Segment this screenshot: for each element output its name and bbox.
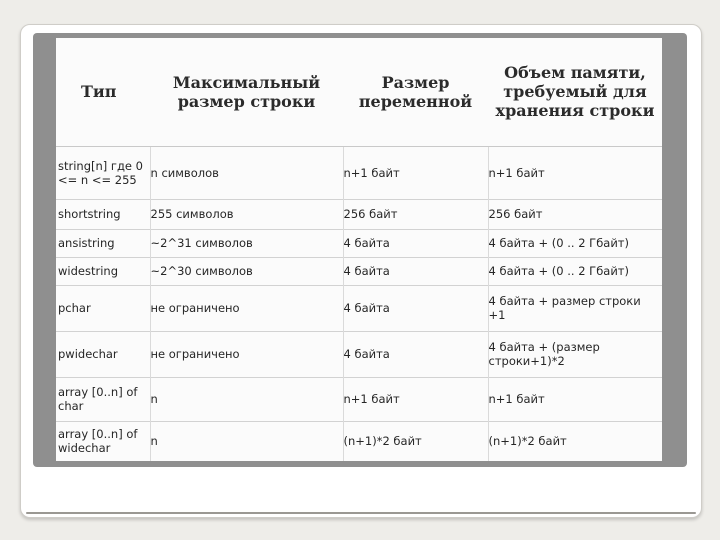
cell-max-length: ~2^31 символов (150, 229, 343, 257)
cell-variable-size: (n+1)*2 байт (343, 421, 488, 461)
cell-memory: n+1 байт (488, 377, 662, 421)
cell-max-length: n (150, 421, 343, 461)
header-variable-size: Размер переменной (343, 38, 488, 146)
table-row (56, 421, 662, 461)
cell-variable-size: 256 байт (343, 199, 488, 229)
header-type: Тип (56, 38, 150, 146)
cell-type: shortstring (56, 199, 150, 229)
cell-memory: 4 байта + (0 .. 2 Гбайт) (488, 257, 662, 285)
cell-memory: 256 байт (488, 199, 662, 229)
table-header-row (56, 38, 662, 146)
cell-variable-size: n+1 байт (343, 377, 488, 421)
cell-variable-size: n+1 байт (343, 146, 488, 199)
table-row (56, 285, 662, 331)
table-row (56, 331, 662, 377)
cell-type: pchar (56, 285, 150, 331)
table-row (56, 199, 662, 229)
table-sheet (56, 38, 662, 461)
cell-type: array [0..n] of widechar (56, 421, 150, 461)
table-row (56, 146, 662, 199)
cell-max-length: не ограничено (150, 331, 343, 377)
cell-type: widestring (56, 257, 150, 285)
header-memory-required: Объем памяти, требуемый для хранения строки (488, 38, 662, 146)
cell-variable-size: 4 байта (343, 331, 488, 377)
cell-max-length: 255 символов (150, 199, 343, 229)
cell-variable-size: 4 байта (343, 257, 488, 285)
cell-type: array [0..n] of char (56, 377, 150, 421)
slide-bottom-divider (26, 512, 696, 514)
cell-max-length: ~2^30 символов (150, 257, 343, 285)
cell-memory: 4 байта + (0 .. 2 Гбайт) (488, 229, 662, 257)
cell-type: pwidechar (56, 331, 150, 377)
string-types-table (56, 38, 662, 461)
table-row (56, 377, 662, 421)
cell-max-length: n (150, 377, 343, 421)
table-row (56, 257, 662, 285)
cell-variable-size: 4 байта (343, 229, 488, 257)
cell-type: ansistring (56, 229, 150, 257)
header-max-length: Максимальный размер строки (150, 38, 343, 146)
cell-memory: (n+1)*2 байт (488, 421, 662, 461)
cell-memory: n+1 байт (488, 146, 662, 199)
cell-variable-size: 4 байта (343, 285, 488, 331)
table-row (56, 229, 662, 257)
cell-max-length: n символов (150, 146, 343, 199)
cell-memory: 4 байта + размер строки +1 (488, 285, 662, 331)
cell-max-length: не ограничено (150, 285, 343, 331)
cell-memory: 4 байта + (размер строки+1)*2 (488, 331, 662, 377)
cell-type: string[n] где 0 <= n <= 255 (56, 146, 150, 199)
